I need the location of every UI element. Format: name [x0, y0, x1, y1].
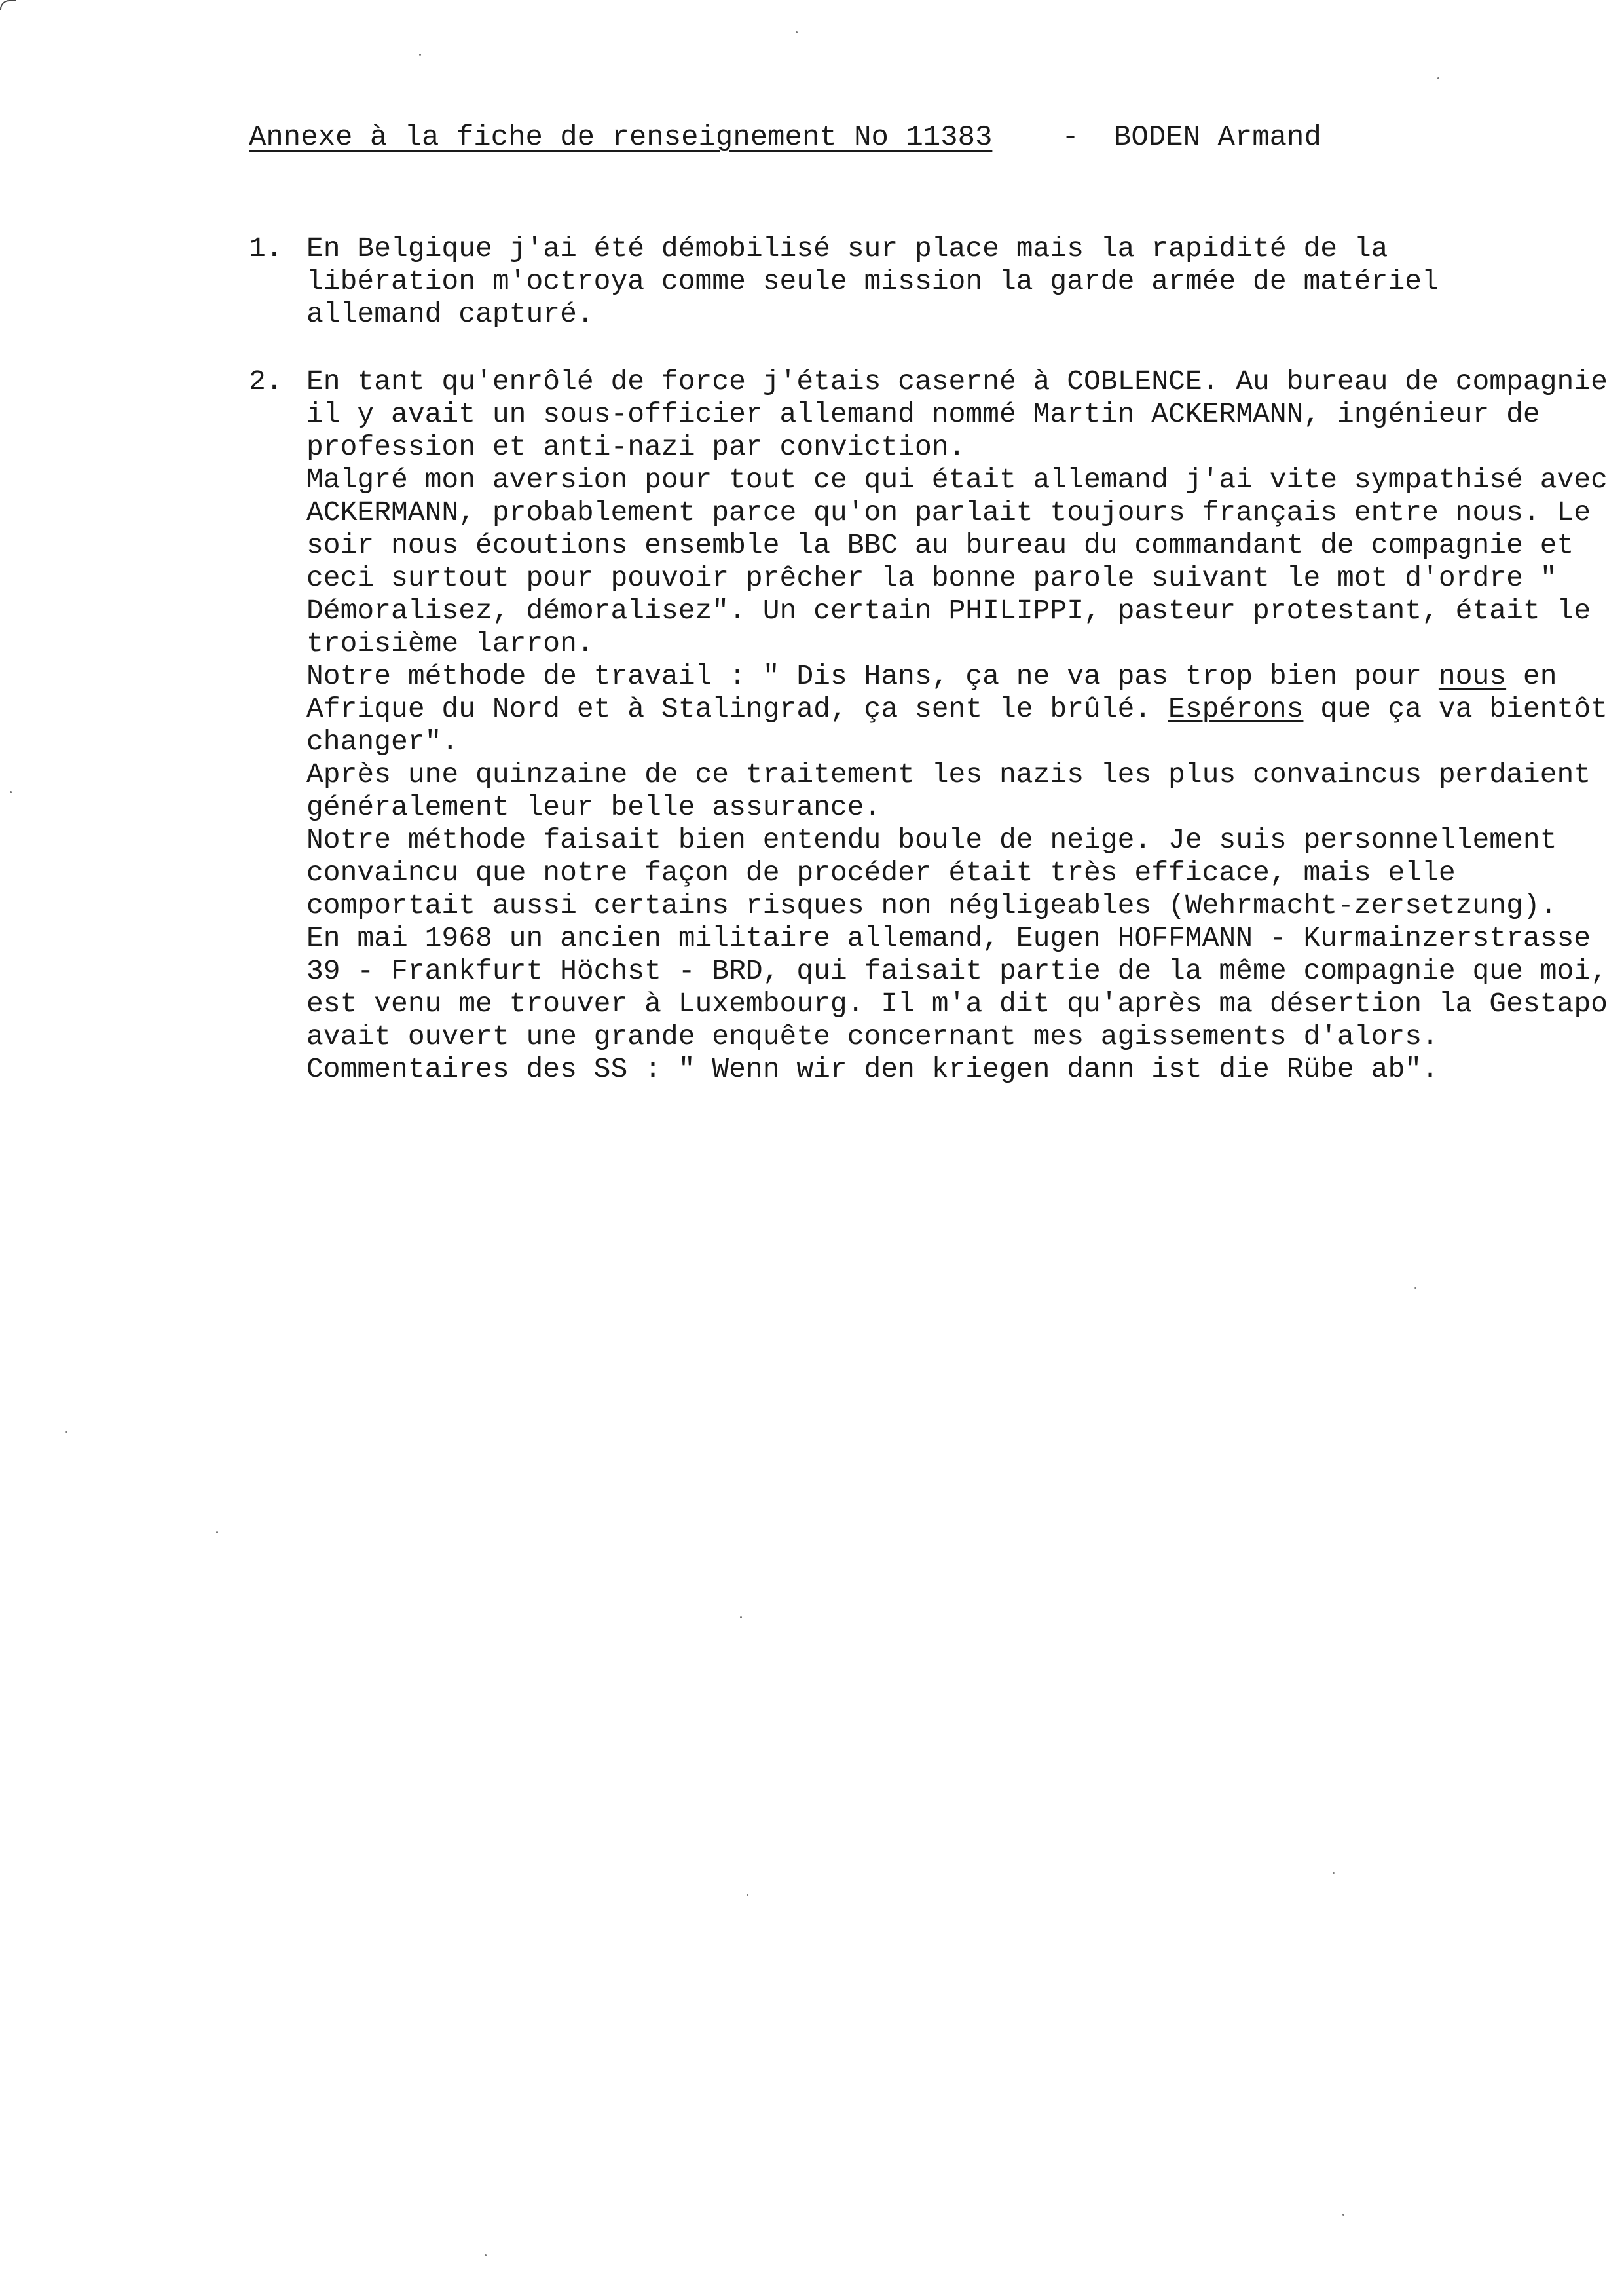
- text-run: Notre méthode de travail : " Dis Hans, ça ne va pas trop bien pour: [306, 660, 1439, 692]
- header-separator: -: [1061, 121, 1079, 154]
- paragraph: En mai 1968 un ancien militaire allemand, Eugen HOFFMANN - Kurmainzerstrasse 39 - Frankfurt Höchst - BRD, qui faisait partie de la même compagnie que moi, est venu me trouver à Luxembourg. Il m'a dit qu'après ma désertion la Gestapo avait ouvert une grande enquête concernant mes agissements d'alors.: [306, 922, 1608, 1053]
- page-corner-mark: [0, 0, 16, 10]
- scan-speck: [1437, 77, 1439, 79]
- underlined-word: Espérons: [1168, 693, 1304, 725]
- paragraph: Malgré mon aversion pour tout ce qui était allemand j'ai vite sympathisé avec ACKERMANN, probablement parce qu'on parlait toujours français entre nous. Le soir nous écoutions ensemble la BBC au bureau du commandant de compagnie et ceci surtout pour pouvoir prêcher la bonne parole suivant le mot d'ordre " Démoralisez, démoralisez". Un certain PHILIPPI, pasteur protestant, était le troisième larron.: [306, 464, 1608, 660]
- scan-speck: [10, 791, 12, 793]
- text-run: que ça va bientôt changer".: [306, 693, 1608, 758]
- list-item-1: [249, 233, 1572, 331]
- header-name: BODEN Armand: [1114, 121, 1321, 154]
- text-run: en Afrique du Nord et à Stalingrad, ça sent le brûlé.: [306, 660, 1557, 725]
- scan-speck: [216, 1531, 218, 1533]
- paragraph: En Belgique j'ai été démobilisé sur place mais la rapidité de la libération m'octroya comme seule mission la garde armée de matériel allemand capturé.: [306, 233, 1439, 330]
- scan-speck: [1333, 1872, 1335, 1874]
- item-number: 1.: [249, 233, 283, 265]
- item-body: [306, 233, 1572, 331]
- list-item-2: [249, 365, 1611, 1086]
- paragraph: En tant qu'enrôlé de force j'étais caserné à COBLENCE. Au bureau de compagnie il y avait un sous-officier allemand nommé Martin ACKERMANN, ingénieur de profession et anti-nazi par conviction.: [306, 365, 1608, 463]
- scan-speck: [419, 54, 421, 56]
- paragraph: Commentaires des SS : " Wenn wir den kriegen dann ist die Rübe ab".: [306, 1053, 1439, 1085]
- paragraph: Après une quinzaine de ce traitement les nazis les plus convaincus perdaient généralement leur belle assurance.: [306, 758, 1591, 823]
- scan-speck: [747, 1894, 748, 1896]
- scan-speck: [740, 1616, 742, 1618]
- item-body: [306, 365, 1611, 1086]
- scan-speck: [1342, 2214, 1344, 2216]
- scan-speck: [1414, 1287, 1416, 1289]
- paragraph: Notre méthode faisait bien entendu boule de neige. Je suis personnellement convaincu que notre façon de procéder était très efficace, mais elle comportait aussi certains risques non négligeables (Wehrmacht-zersetzung).: [306, 824, 1557, 922]
- document-header: [249, 118, 1321, 157]
- scan-speck: [485, 2254, 487, 2256]
- underlined-word: nous: [1438, 660, 1507, 692]
- scan-speck: [796, 31, 798, 33]
- item-number: 2.: [249, 365, 283, 398]
- scan-speck: [65, 1431, 67, 1433]
- header-title: Annexe à la fiche de renseignement No 11383: [249, 121, 993, 154]
- paragraph-with-underlines: [306, 660, 1611, 758]
